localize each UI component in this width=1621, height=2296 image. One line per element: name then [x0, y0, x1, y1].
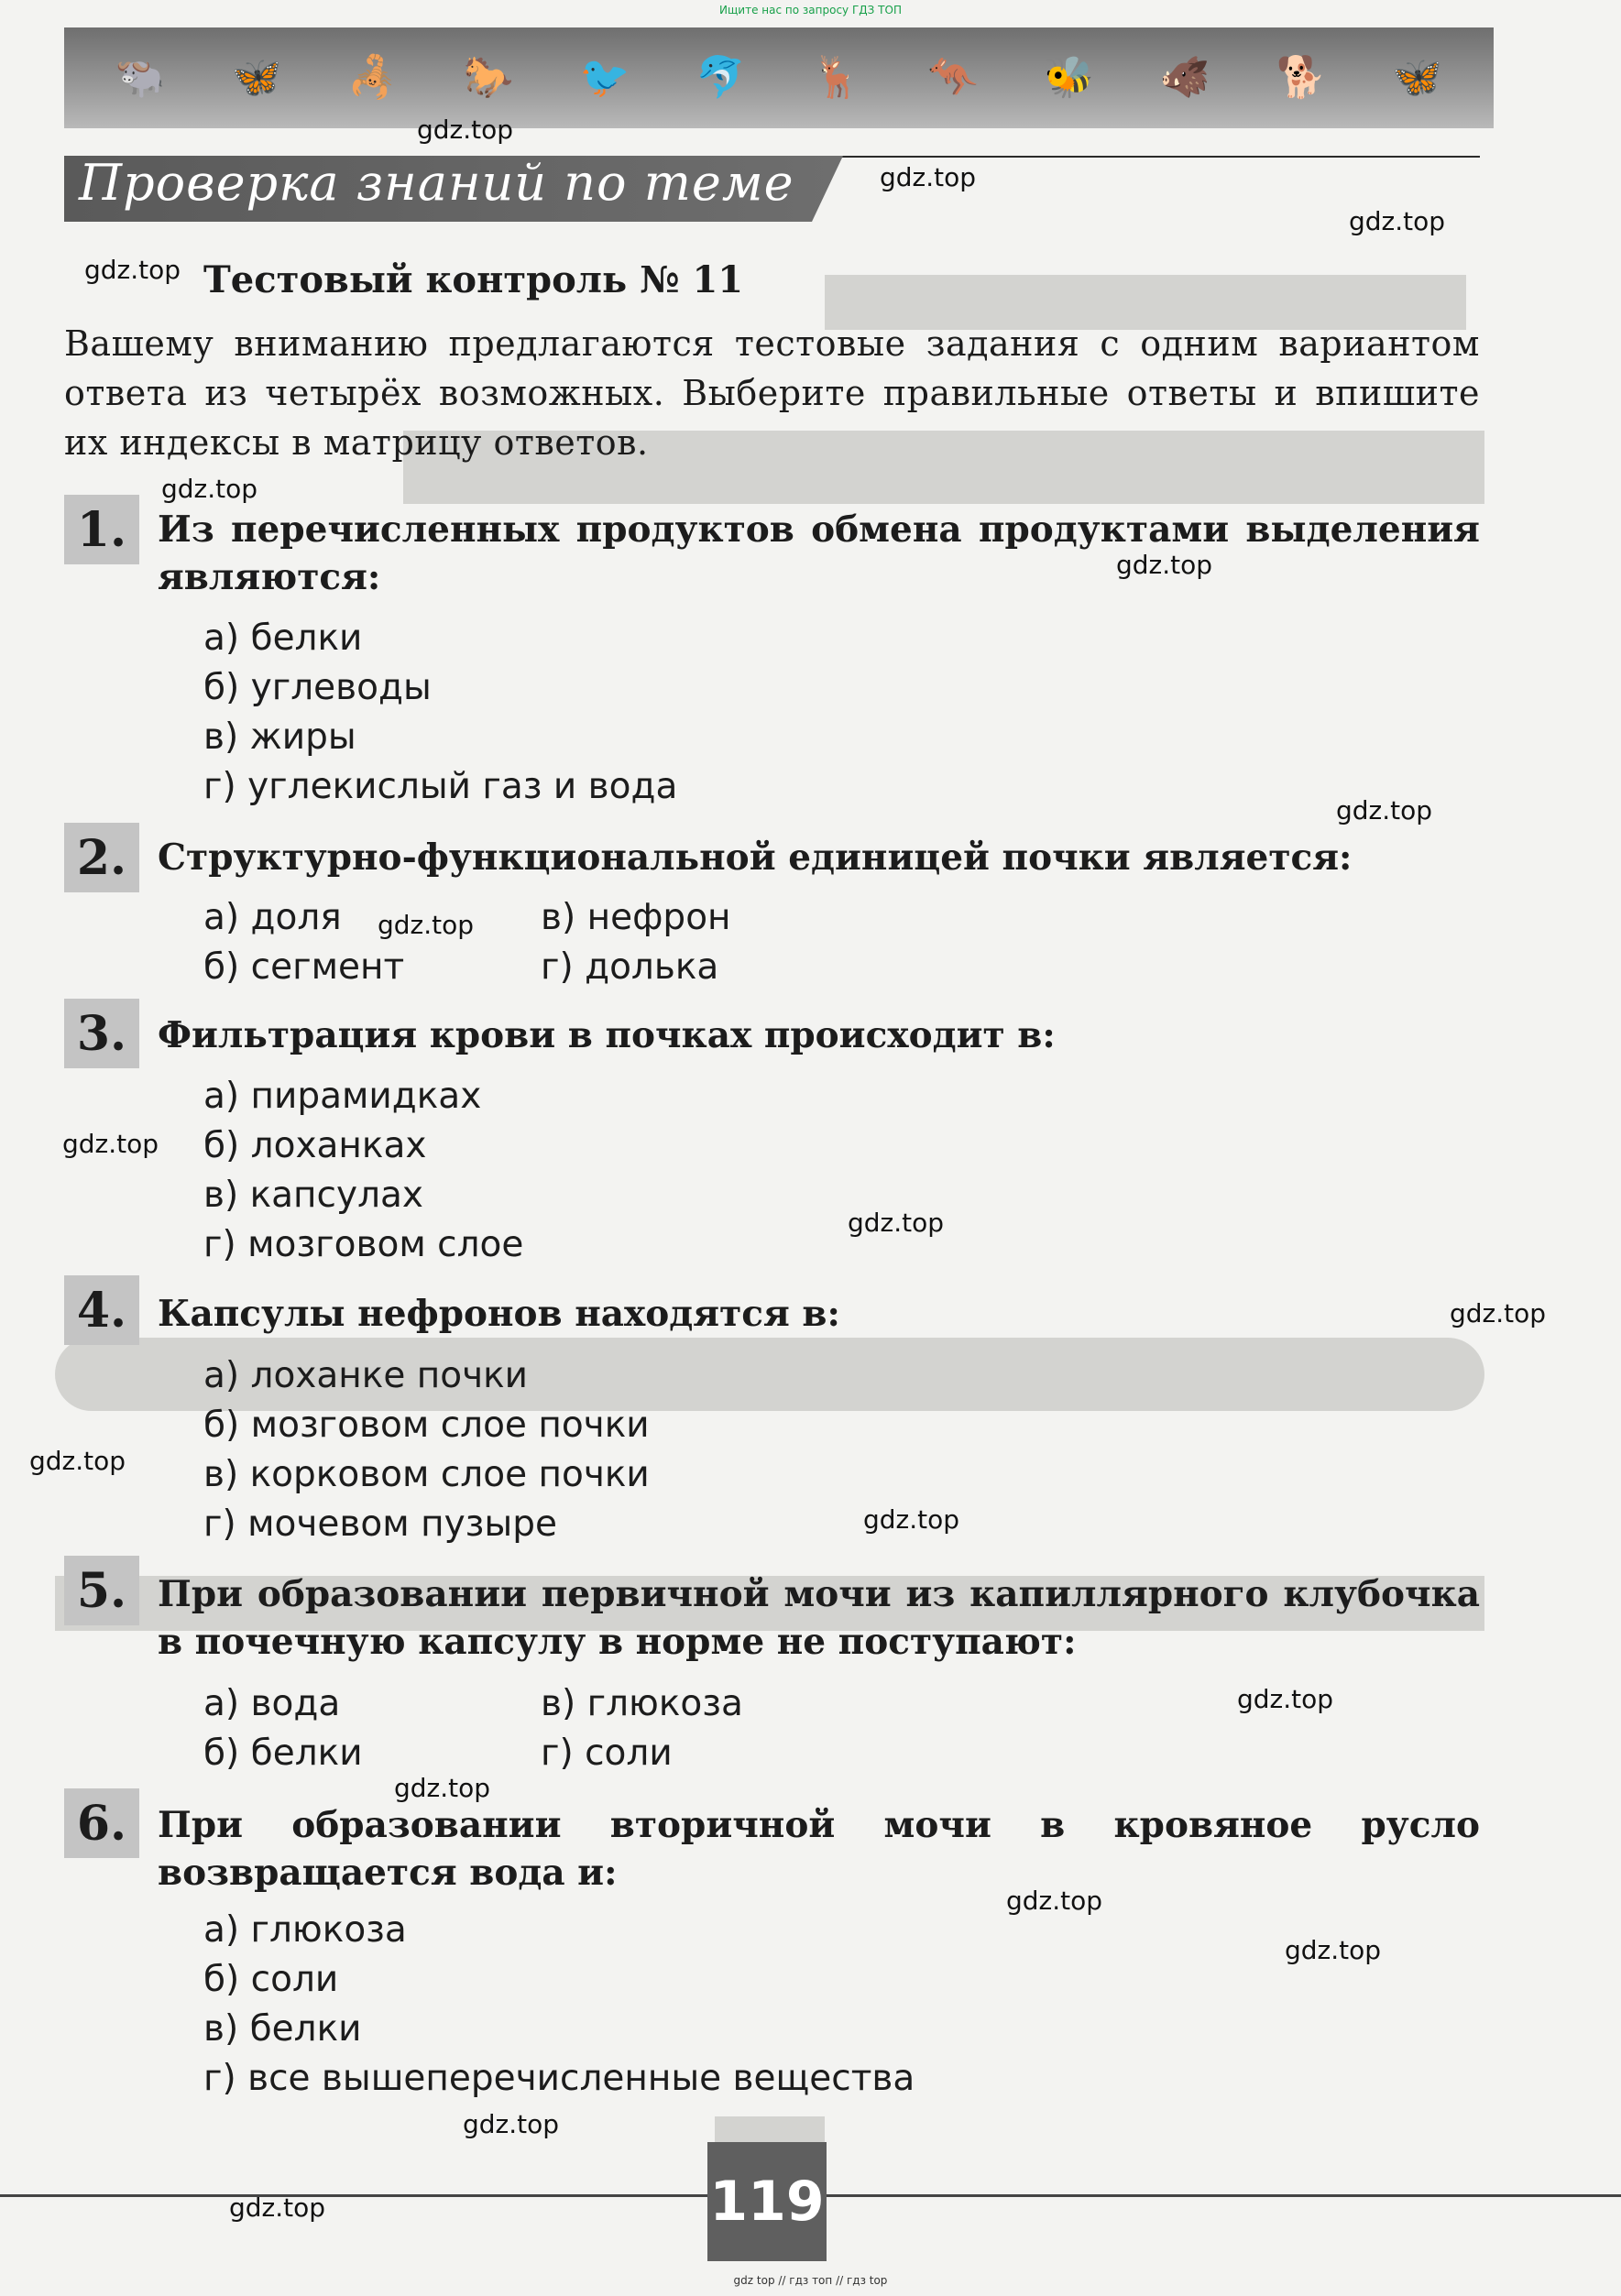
answer-option: б) мозговом слое почки	[203, 1405, 650, 1446]
answer-option: г) соли	[541, 1733, 673, 1774]
question-number: 3.	[64, 999, 139, 1068]
answer-option: в) корковом слое почки	[203, 1454, 650, 1495]
scorpion-icon: 🦂	[347, 54, 399, 101]
answer-option: г) углекислый газ и вода	[203, 766, 678, 807]
deer-icon: 🦌	[811, 54, 862, 101]
watermark: gdz.top	[1237, 1684, 1334, 1714]
answer-option: в) глюкоза	[541, 1683, 743, 1724]
answer-option: б) белки	[203, 1733, 363, 1774]
answer-option: а) лоханке почки	[203, 1355, 529, 1396]
question-text: Фильтрация крови в почках происходит в:	[158, 1014, 1056, 1056]
intro-text: Вашему вниманию предлагаются тестовые задания с одним вариантом ответа из четырёх возможных. Выберите правильные ответы и впишите их индексы в матрицу ответов.	[64, 323, 1480, 463]
question-text: При образовании первичной мочи из капиллярного клубочка в почечную капсулу в норме не поступают:	[158, 1573, 1480, 1663]
watermark: gdz.top	[378, 910, 475, 940]
watermark: gdz.top	[863, 1504, 960, 1535]
watermark: gdz.top	[880, 162, 977, 192]
watermark: gdz.top	[1349, 206, 1446, 236]
question-number: 2.	[64, 823, 139, 892]
watermark: gdz.top	[848, 1208, 945, 1238]
question-text: При образовании вторичной мочи в кровяное русло возвращается вода и:	[158, 1804, 1480, 1894]
page-number: 119	[707, 2142, 827, 2261]
watermark: gdz.top	[417, 115, 514, 145]
bee-icon: 🐝	[1044, 54, 1094, 101]
question-number: 4.	[64, 1275, 139, 1345]
answer-option: а) пирамидках	[203, 1076, 482, 1117]
butterfly-icon: 🦋	[231, 54, 282, 101]
answer-option: в) жиры	[203, 716, 356, 758]
answer-option: г) мочевом пузыре	[203, 1503, 557, 1545]
answer-option: г) мозговом слое	[203, 1224, 524, 1265]
watermark: gdz.top	[84, 255, 181, 285]
watermark: gdz.top	[62, 1129, 159, 1159]
answer-option: а) доля	[203, 897, 342, 938]
bird-icon: 🐦	[579, 54, 630, 101]
moth-icon: 🦋	[1392, 54, 1442, 101]
bottom-caption: gdz top // гдз топ // гдз top	[733, 2274, 888, 2287]
watermark: gdz.top	[161, 474, 258, 504]
answer-option: б) лоханках	[203, 1125, 427, 1166]
dog-icon: 🐕	[1276, 54, 1327, 101]
question-number: 6.	[64, 1788, 139, 1858]
top-caption: Ищите нас по запросу ГДЗ ТОП	[719, 4, 902, 16]
answer-option: в) белки	[203, 2008, 362, 2050]
answer-option: а) вода	[203, 1683, 341, 1724]
question-text: Из перечисленных продуктов обмена продуктами выделения являются:	[158, 508, 1480, 598]
test-title: Тестовый контроль № 11	[203, 258, 744, 301]
watermark: gdz.top	[1450, 1298, 1547, 1328]
answer-option: а) глюкоза	[203, 1909, 407, 1951]
watermark: gdz.top	[463, 2109, 560, 2139]
dolphin-icon: 🐬	[695, 54, 746, 101]
answer-option: а) белки	[203, 618, 363, 659]
horse-icon: 🐎	[463, 54, 514, 101]
answer-option: г) долька	[541, 946, 719, 988]
watermark: gdz.top	[1336, 795, 1433, 825]
answer-option: г) все вышеперечисленные вещества	[203, 2058, 915, 2099]
watermark: gdz.top	[29, 1446, 126, 1476]
watermark: gdz.top	[1116, 550, 1213, 580]
question-number: 5.	[64, 1556, 139, 1625]
header-title: Проверка знаний по теме	[79, 154, 794, 212]
question-text: Структурно-функциональной единицей почки является:	[158, 836, 1353, 879]
bison-icon: 🐃	[115, 54, 166, 101]
question-text: Капсулы нефронов находятся в:	[158, 1293, 840, 1335]
animal-banner	[64, 27, 1494, 128]
watermark: gdz.top	[1285, 1935, 1382, 1965]
answer-option: в) нефрон	[541, 897, 731, 938]
kangaroo-icon: 🦘	[927, 54, 979, 101]
answer-option: б) сегмент	[203, 946, 405, 988]
boar-icon: 🐗	[1159, 54, 1210, 101]
watermark: gdz.top	[394, 1773, 491, 1803]
question-number: 1.	[64, 495, 139, 564]
answer-option: б) углеводы	[203, 667, 432, 708]
answer-option: б) соли	[203, 1959, 339, 2000]
answer-option: в) капсулах	[203, 1175, 423, 1216]
watermark: gdz.top	[1006, 1886, 1103, 1916]
watermark: gdz.top	[229, 2192, 326, 2223]
bleed-through-band	[715, 2116, 825, 2144]
